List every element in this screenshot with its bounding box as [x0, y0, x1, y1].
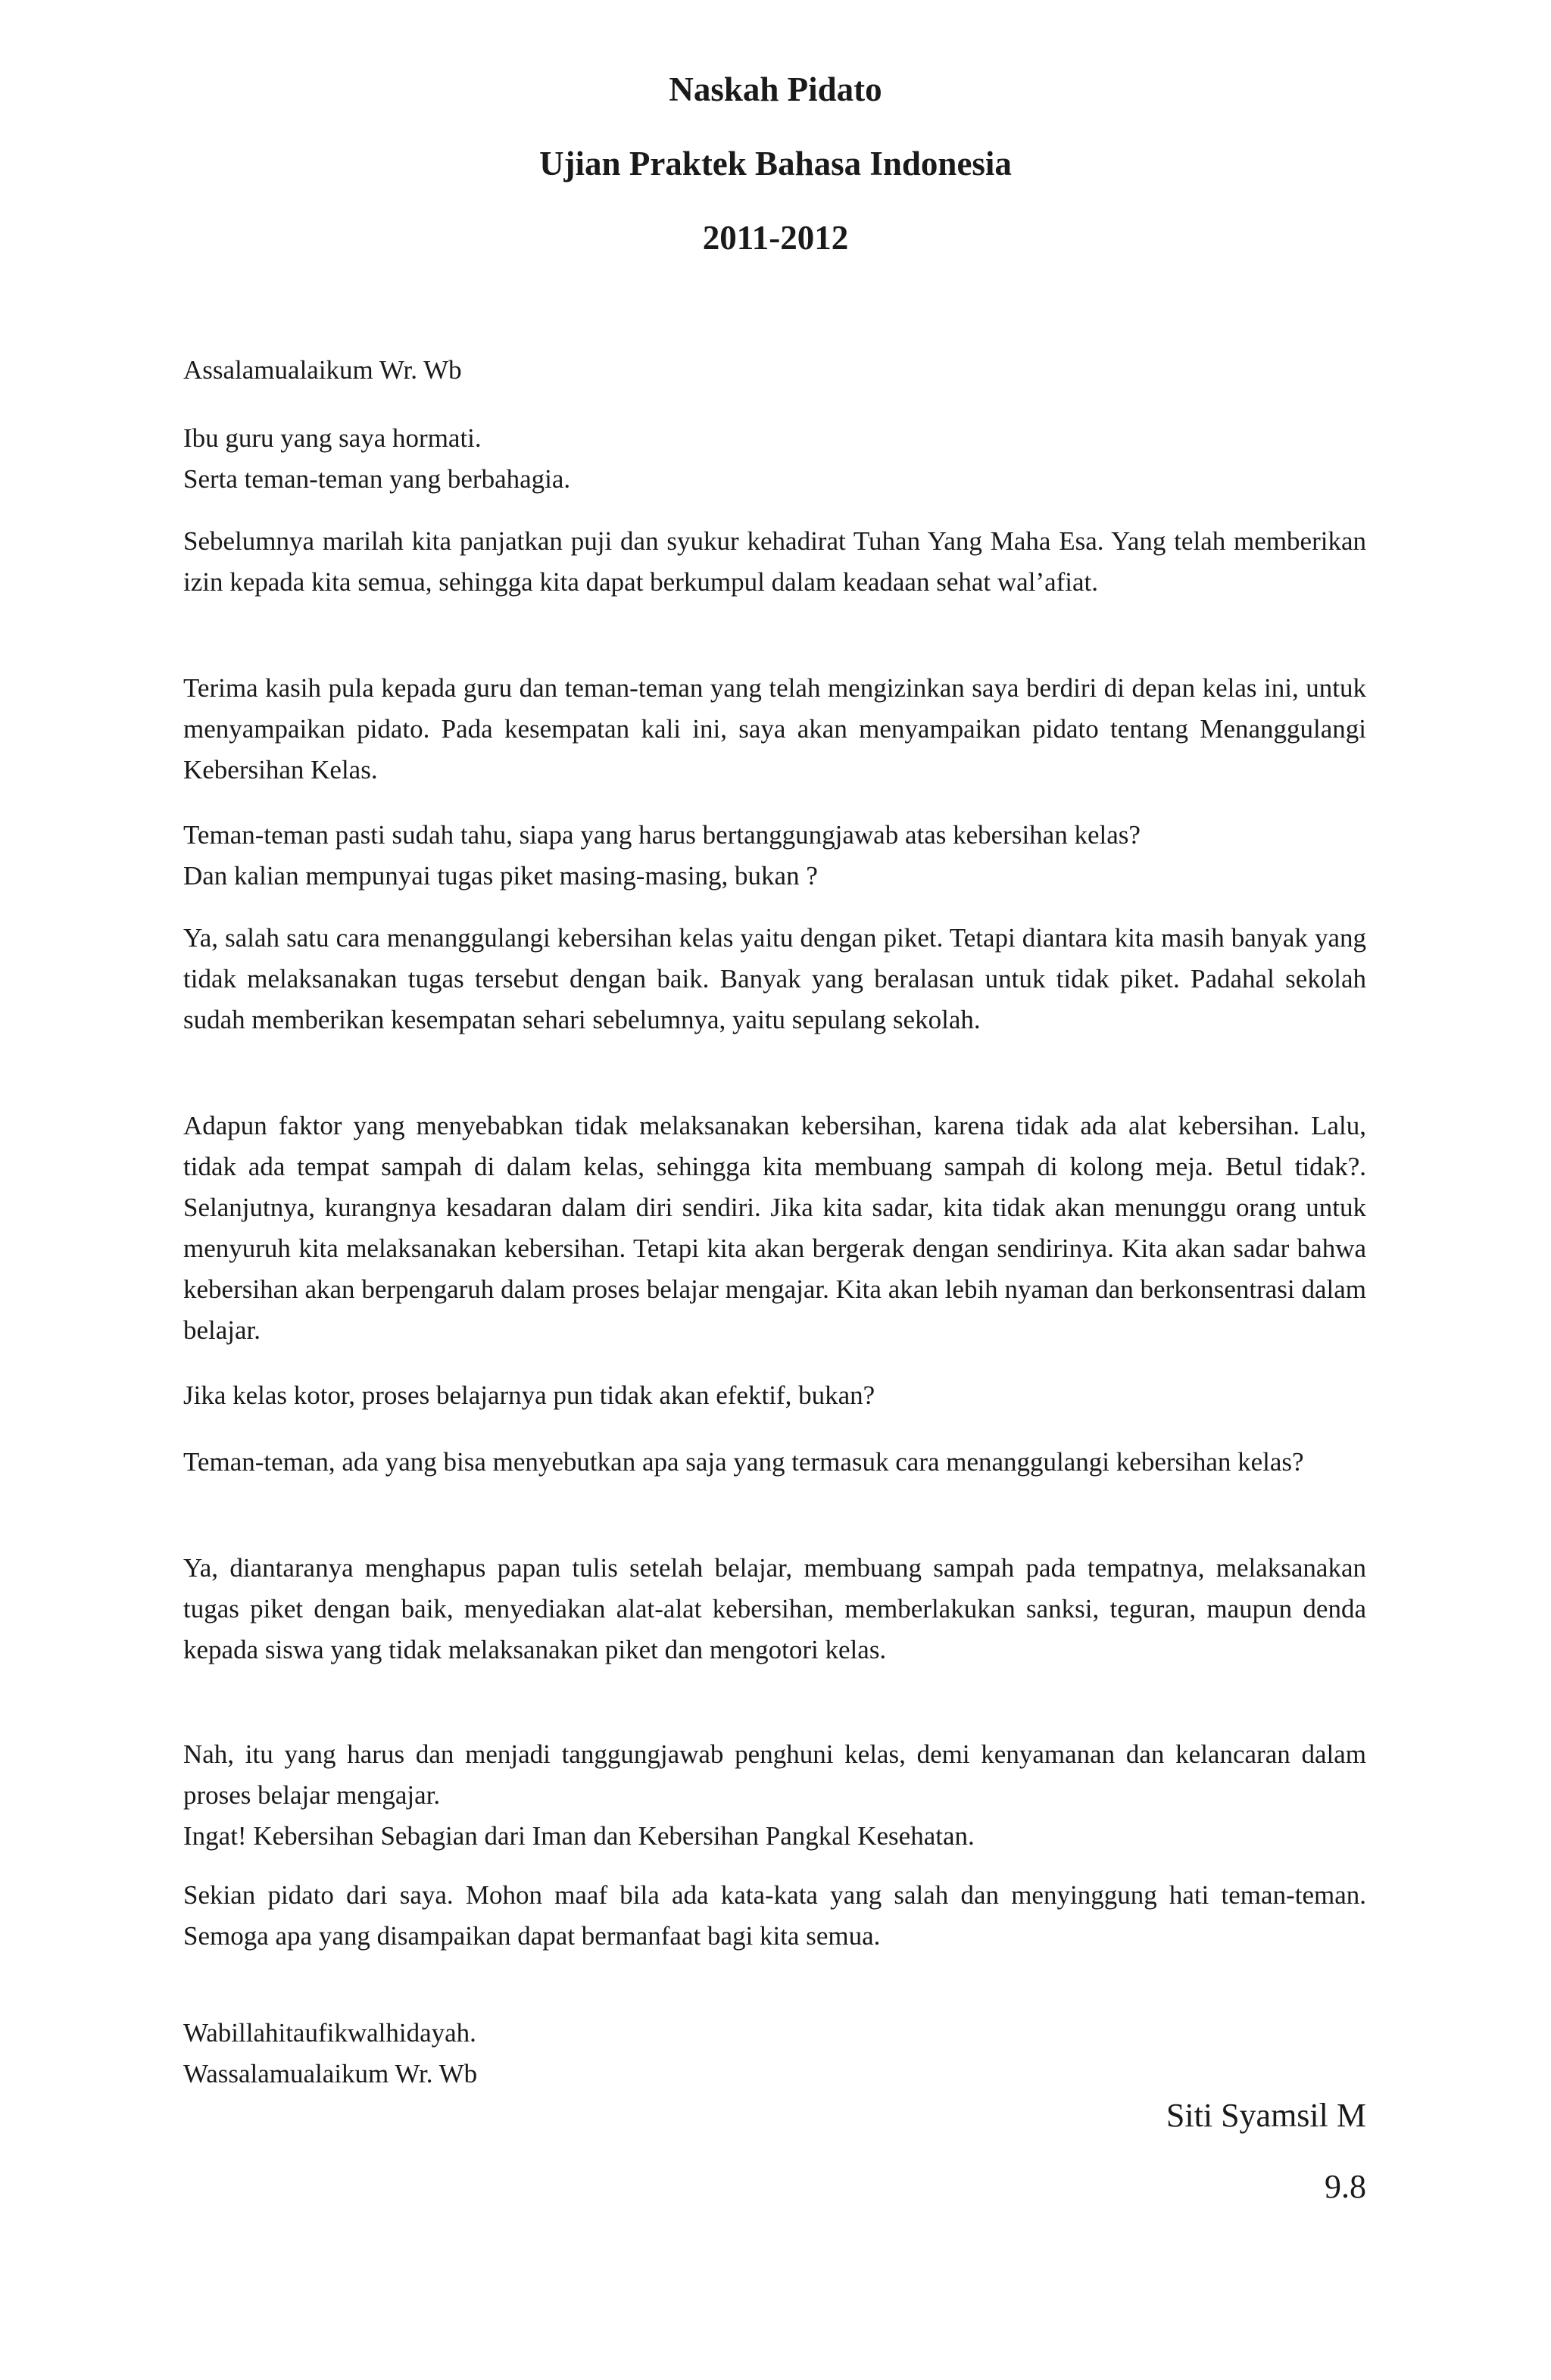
paragraph-text: Sekian pidato dari saya. Mohon maaf bila ada kata-kata yang salah dan menyinggung hati teman-teman. Semoga apa yang disampaikan dapat bermanfaat bagi kita semua. — [183, 1880, 1366, 1951]
question-block — [183, 815, 1366, 897]
greeting — [183, 350, 1366, 391]
closing-block — [183, 1734, 1366, 1857]
paragraph-text: Ya, diantaranya menghapus papan tulis setelah belajar, membuang sampah pada tempatnya, melaksanakan tugas piket dengan baik, menyediakan alat-alat kebersihan, memberlakukan sanksi, teguran, maupun denda kepada siswa yang tidak melaksanakan piket dan mengotori kelas. — [183, 1553, 1366, 1664]
document-subtitle: Ujian Praktek Bahasa Indonesia — [539, 145, 1012, 182]
farewell-line-1: Wabillahitaufikwalhidayah. — [183, 2018, 476, 2048]
closing-line-1: Nah, itu yang harus dan menjadi tanggungjawab penghuni kelas, demi kenyamanan dan kelancaran dalam proses belajar mengajar. — [183, 1739, 1366, 1810]
greeting-text: Assalamualaikum Wr. Wb — [183, 355, 462, 385]
salutation-line-2: Serta teman-teman yang berbahagia. — [183, 464, 571, 494]
paragraph-faktor — [183, 1106, 1366, 1351]
salutation — [183, 418, 1366, 500]
paragraph-cara — [183, 1548, 1366, 1670]
farewell — [183, 2013, 1366, 2095]
author-class: 9.8 — [1325, 2168, 1366, 2205]
paragraph-opening — [183, 521, 1366, 603]
paragraph-penutup — [183, 1875, 1366, 1957]
closing-line-2: Ingat! Kebersihan Sebagian dari Iman dan Kebersihan Pangkal Kesehatan. — [183, 1821, 975, 1851]
paragraph-text: Ya, salah satu cara menanggulangi kebersihan kelas yaitu dengan piket. Tetapi diantara kita masih banyak yang tidak melaksanakan tugas tersebut dengan baik. Banyak yang beralasan untuk tidak piket. Padahal sekolah sudah memberikan kesempatan sehari sebelumnya, yaitu sepulang sekolah. — [183, 923, 1366, 1034]
paragraph-text: Sebelumnya marilah kita panjatkan puji dan syukur kehadirat Tuhan Yang Maha Esa. Yang telah memberikan izin kepada kita semua, sehingga kita dapat berkumpul dalam keadaan sehat wal’afiat. — [183, 526, 1366, 597]
farewell-line-2: Wassalamualaikum Wr. Wb — [183, 2059, 478, 2088]
question-line-2: Dan kalian mempunyai tugas piket masing-masing, bukan ? — [183, 861, 818, 891]
paragraph-text: Jika kelas kotor, proses belajarnya pun tidak akan efektif, bukan? — [183, 1380, 875, 1410]
salutation-line-1: Ibu guru yang saya hormati. — [183, 423, 482, 453]
paragraph-pertanyaan — [183, 1442, 1366, 1483]
document-title: Naskah Pidato — [669, 70, 882, 108]
paragraph-text: Terima kasih pula kepada guru dan teman-teman yang telah mengizinkan saya berdiri di depan kelas ini, untuk menyampaikan pidato. Pada kesempatan kali ini, saya akan menyampaikan pidato tentang Menanggulangi Kebersihan Kelas. — [183, 673, 1366, 784]
author-name: Siti Syamsil M — [1166, 2097, 1366, 2134]
question-line-1: Teman-teman pasti sudah tahu, siapa yang harus bertanggungjawab atas kebersihan kelas? — [183, 820, 1141, 850]
paragraph-text: Adapun faktor yang menyebabkan tidak melaksanakan kebersihan, karena tidak ada alat kebersihan. Lalu, tidak ada tempat sampah di dalam kelas, sehingga kita membuang sampah di kolong meja. Betul tidak?. Selanjutnya, kurangnya kesadaran dalam diri sendiri. Jika kita sadar, kita tidak akan menunggu orang untuk menyuruh kita melaksanakan kebersihan. Tetapi kita akan bergerak dengan sendirinya. Kita akan sadar bahwa kebersihan akan berpengaruh dalam proses belajar mengajar. Kita akan lebih nyaman dan berkonsentrasi dalam belajar. — [183, 1111, 1366, 1345]
paragraph-text: Teman-teman, ada yang bisa menyebutkan apa saja yang termasuk cara menanggulangi kebersihan kelas? — [183, 1447, 1304, 1477]
paragraph-thanks — [183, 668, 1366, 791]
document-year: 2011-2012 — [702, 219, 849, 257]
paragraph-kelas-kotor — [183, 1375, 1366, 1416]
paragraph-piket — [183, 918, 1366, 1040]
